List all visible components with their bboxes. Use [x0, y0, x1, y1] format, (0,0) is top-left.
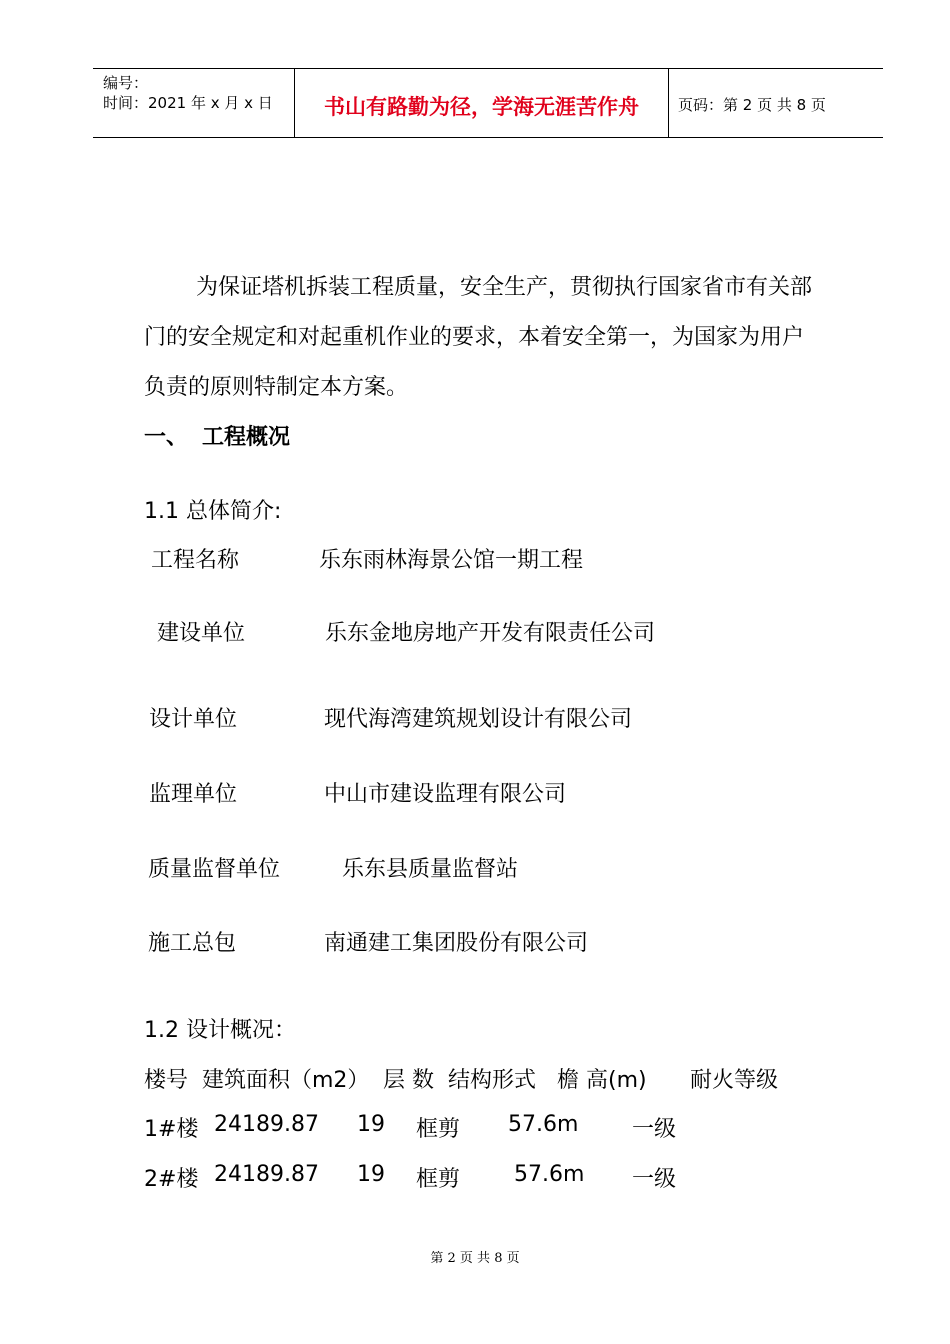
- overview-heading: 1.1 总体简介:: [144, 499, 282, 524]
- document-time-label: 时间：2021 年 x 月 x 日: [103, 94, 273, 112]
- column-header: 耐火等级: [690, 1068, 779, 1093]
- section-number: 一、: [144, 425, 189, 450]
- intro-line-3: 负责的原则特制定本方案。: [144, 375, 409, 400]
- table-cell: 24189.87: [214, 1162, 319, 1187]
- table-cell: 1#楼: [144, 1117, 199, 1142]
- header-info-cell: [93, 69, 294, 137]
- overview-value: 乐东县质量监督站: [342, 857, 519, 882]
- column-header: 层 数: [383, 1068, 434, 1093]
- table-cell: 框剪: [416, 1167, 461, 1192]
- design-heading: 1.2 设计概况：: [144, 1018, 296, 1043]
- section-title: 工程概况: [202, 425, 291, 450]
- intro-line-2: 门的安全规定和对起重机作业的要求，本着安全第一，为国家为用户: [144, 325, 805, 350]
- overview-value: 现代海湾建筑规划设计有限公司: [324, 707, 633, 732]
- page-header: [93, 68, 883, 138]
- overview-value: 中山市建设监理有限公司: [324, 782, 567, 807]
- table-cell: 2#楼: [144, 1167, 199, 1192]
- table-cell: 24189.87: [214, 1112, 319, 1137]
- table-cell: 19: [357, 1112, 385, 1137]
- table-cell: 一级: [632, 1167, 677, 1192]
- page-footer: 第 2 页 共 8 页: [430, 1251, 520, 1266]
- column-header: 建筑面积（m2）: [202, 1068, 370, 1093]
- table-cell: 57.6m: [514, 1162, 585, 1187]
- intro-line-1: 为保证塔机拆装工程质量，安全生产，贯彻执行国家省市有关部: [196, 275, 813, 300]
- overview-value: 乐东雨林海景公馆一期工程: [319, 548, 584, 573]
- column-header: 结构形式: [448, 1068, 537, 1093]
- table-cell: 57.6m: [508, 1112, 579, 1137]
- table-cell: 19: [357, 1162, 385, 1187]
- overview-label: 监理单位: [149, 782, 238, 807]
- header-page-cell: [668, 69, 883, 137]
- overview-label: 施工总包: [148, 931, 237, 956]
- header-page-code: 页码：第 2 页 共 8 页: [678, 96, 826, 114]
- overview-label: 设计单位: [149, 707, 238, 732]
- overview-value: 乐东金地房地产开发有限责任公司: [325, 621, 656, 646]
- column-header: 檐 高(m): [557, 1068, 647, 1093]
- overview-label: 质量监督单位: [148, 857, 281, 882]
- header-motto-cell: [294, 69, 669, 137]
- table-cell: 一级: [632, 1117, 677, 1142]
- table-cell: 框剪: [416, 1117, 461, 1142]
- document-number-label: 编号：: [103, 74, 149, 92]
- header-motto: 书山有路勤为径，学海无涯苦作舟: [324, 94, 639, 119]
- column-header: 楼号: [144, 1068, 189, 1093]
- overview-label: 工程名称: [151, 548, 240, 573]
- overview-value: 南通建工集团股份有限公司: [324, 931, 589, 956]
- overview-label: 建设单位: [157, 621, 246, 646]
